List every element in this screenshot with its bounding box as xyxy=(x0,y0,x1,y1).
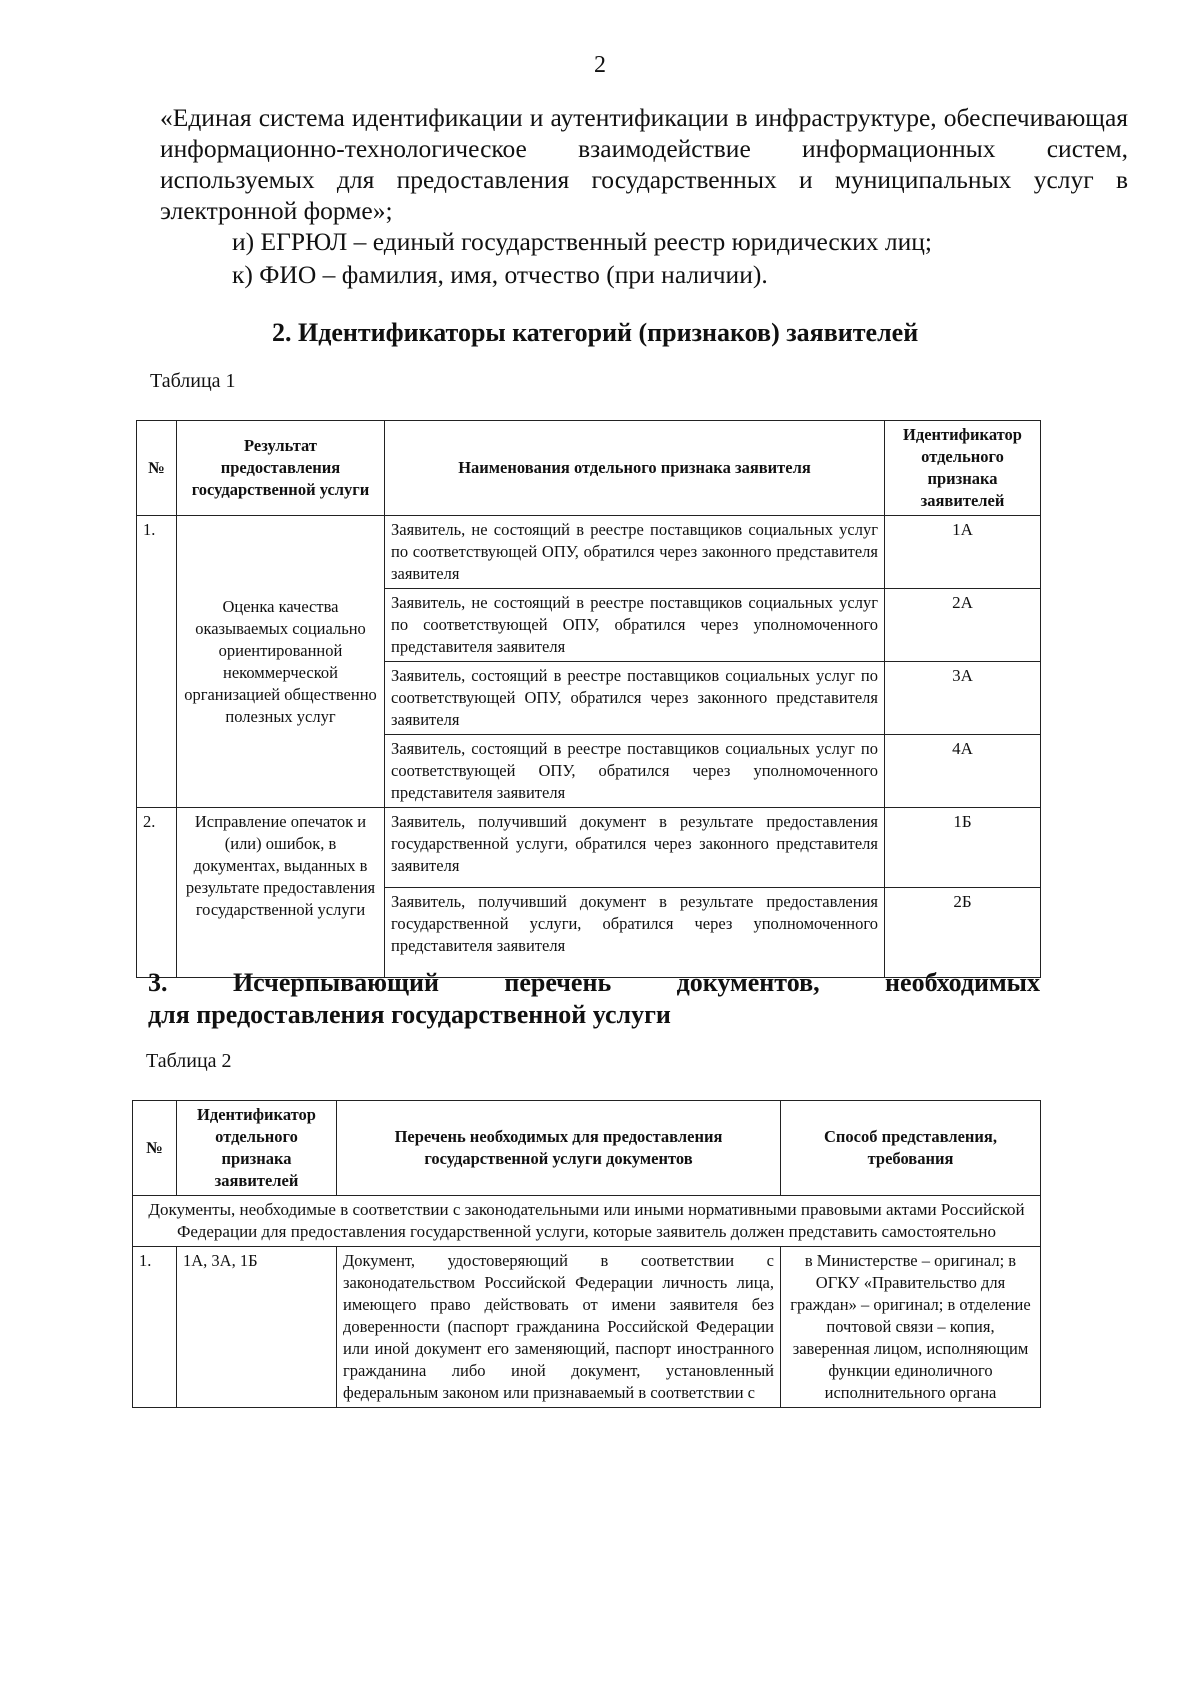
row-num: 1. xyxy=(133,1247,177,1408)
page-number: 2 xyxy=(594,52,606,78)
row-sign-text: Заявитель, состоящий в реестре поставщиков социальных услуг по соответствующей ОПУ, обратился через законного представителя заявителя xyxy=(385,662,885,735)
row-sign-id: 3А xyxy=(885,662,1041,735)
header-documents: Перечень необходимых для предоставления государственной услуги документов xyxy=(337,1101,781,1196)
section2-heading: 2. Идентификаторы категорий (признаков) заявителей xyxy=(272,318,919,347)
row-method: в Министерстве – оригинал; в ОГКУ «Правительство для граждан» – оригинал; в отделение почтовой связи – копия, заверенная лицом, исполняющим функции единоличного исполнительного органа xyxy=(781,1247,1041,1408)
row-sign-text: Заявитель, не состоящий в реестре поставщиков социальных услуг по соответствующей ОПУ, обратился через законного представителя заявителя xyxy=(385,516,885,589)
row-result: Оценка качества оказываемых социально ориентированной некоммерческой организацией общественно полезных услуг xyxy=(177,516,385,808)
row-num: 2. xyxy=(137,808,177,978)
section-row xyxy=(133,1196,1041,1247)
section3-heading-line1: 3. Исчерпывающий перечень документов, необходимых xyxy=(148,968,1040,997)
list-item-k: к) ФИО – фамилия, имя, отчество (при наличии). xyxy=(232,260,768,289)
table-header-row xyxy=(133,1101,1041,1196)
header-method: Способ представления, требования xyxy=(781,1101,1041,1196)
header-sign-name: Наименования отдельного признака заявителя xyxy=(385,421,885,516)
row-sign-ids: 1А, 3А, 1Б xyxy=(177,1247,337,1408)
section3-heading-line2: для предоставления государственной услуги xyxy=(148,1000,671,1029)
header-num: № xyxy=(133,1101,177,1196)
table-header-row xyxy=(137,421,1041,516)
header-sign-id: Идентификатор отдельного признака заявителей xyxy=(885,421,1041,516)
table-row xyxy=(137,808,1041,888)
table-required-documents xyxy=(132,1100,1041,1408)
header-sign-id: Идентификатор отдельного признака заявителей xyxy=(177,1101,337,1196)
row-sign-text: Заявитель, состоящий в реестре поставщиков социальных услуг по соответствующей ОПУ, обратился через уполномоченного представителя заявителя xyxy=(385,735,885,808)
row-sign-text: Заявитель, получивший документ в результате предоставления государственной услуги, обратился через уполномоченного представителя заявителя xyxy=(385,888,885,978)
header-result: Результат предоставления государственной услуги xyxy=(177,421,385,516)
row-sign-id: 2Б xyxy=(885,888,1041,978)
table-row xyxy=(137,516,1041,589)
row-sign-text: Заявитель, получивший документ в результате предоставления государственной услуги, обратился через законного представителя заявителя xyxy=(385,808,885,888)
row-sign-id: 1А xyxy=(885,516,1041,589)
row-sign-id: 2А xyxy=(885,589,1041,662)
row-num: 1. xyxy=(137,516,177,808)
section-row-text: Документы, необходимые в соответствии с законодательными или иными нормативными правовыми актами Российской Федерации для предоставления государственной услуги, которые заявитель должен представить самостоятельно xyxy=(133,1196,1041,1247)
header-num: № xyxy=(137,421,177,516)
row-document: Документ, удостоверяющий в соответствии с законодательством Российской Федерации личность лица, имеющего право действовать от имени заявителя без доверенности (паспорт гражданина Российской Федерации или иной документ его заменяющий, паспорт иностранного гражданина либо иной документ, установленный федеральным законом или признаваемый в соответствии с xyxy=(337,1247,781,1408)
table-applicant-categories xyxy=(136,420,1041,978)
row-sign-text: Заявитель, не состоящий в реестре поставщиков социальных услуг по соответствующей ОПУ, обратился через уполномоченного представителя заявителя xyxy=(385,589,885,662)
list-item-i: и) ЕГРЮЛ – единый государственный реестр юридических лиц; xyxy=(232,227,932,256)
table2-label: Таблица 2 xyxy=(146,1050,232,1072)
intro-paragraph: «Единая система идентификации и аутентификации в инфраструктуре, обеспечивающая информационно-технологическое взаимодействие информационных систем, используемых для предоставления государственных и муниципальных услуг в электронной форме»; xyxy=(160,103,1128,225)
row-result: Исправление опечаток и (или) ошибок, в документах, выданных в результате предоставления государственной услуги xyxy=(177,808,385,978)
row-sign-id: 4А xyxy=(885,735,1041,808)
table-row xyxy=(133,1247,1041,1408)
table1-label: Таблица 1 xyxy=(150,370,236,392)
row-sign-id: 1Б xyxy=(885,808,1041,888)
